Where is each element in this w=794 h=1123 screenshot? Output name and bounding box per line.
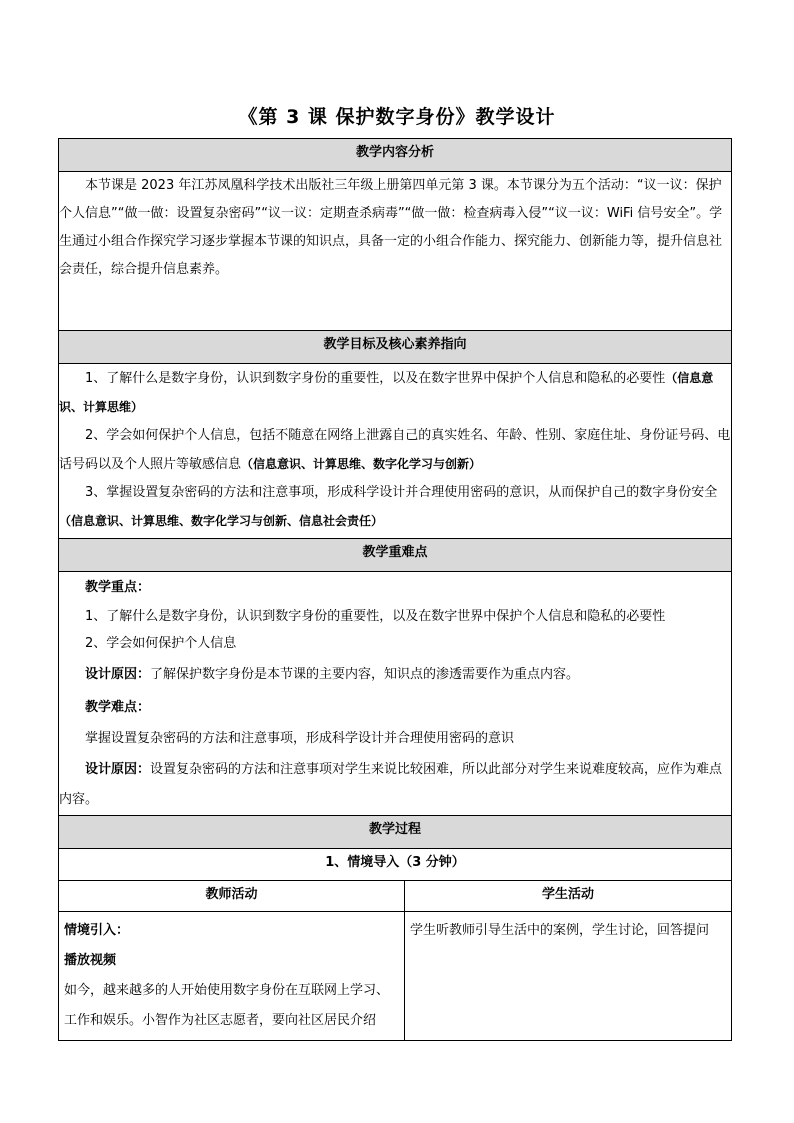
student-activity-text: 学生听教师引导生活中的案例，学生讨论，回答提问 (410, 923, 710, 938)
goal-item: 2、学会如何保护个人信息，包括不随意在网络上泄露自己的真实姓名、年龄、性别、家庭住址、身份证号码、电话号码以及个人照片等敏感信息（信息意识、计算思维、数字化学习与创新） (59, 428, 731, 472)
goal-item: 1、了解什么是数字身份，认识到数字身份的重要性，以及在数字世界中保护个人信息和隐私的必要性（信息意识、计算思维） (59, 371, 714, 414)
content-analysis-text: 本节课是 2023 年江苏凤凰科学技术出版社三年级上册第四单元第 3 课。本节课分为五个活动：“议一议：保护个人信息”“做一做：设置复杂密码”“议一议：定期查杀病毒”“做一做：检查病毒入侵”“议一议：WiFi 信号安全”。学生通过小组合作探究学习逐步掌握本节课的知识点，具备一定的小组合作能力、探究能力、创新能力等，提升信息社会责任，综合提升信息素养。 (59, 178, 723, 277)
teacher-activity-header: 教师活动 (59, 881, 405, 912)
teacher-activity-text: 如今，越来越多的人开始使用数字身份在互联网上学习、工作和娱乐。小智作为社区志愿者，要向社区居民介绍 (64, 983, 390, 1028)
teacher-label-intro: 情境引入： (64, 923, 130, 938)
goal-item: 3、掌握设置复杂密码的方法和注意事项，形成科学设计并合理使用密码的意识，从而保护自己的数字身份安全（信息意识、计算思维、数字化学习与创新、信息社会责任） (59, 485, 718, 528)
key-points-label: 教学重点： (85, 580, 151, 595)
section-heading-content-analysis: 教学内容分析 (59, 139, 732, 172)
student-activity-header: 学生活动 (405, 881, 732, 912)
teacher-activity-cell (59, 912, 405, 1041)
goals-cell (59, 364, 732, 539)
key-points-cell (59, 572, 732, 816)
difficult-reason: 设计原因：设置复杂密码的方法和注意事项对学生来说比较困难，所以此部分对学生来说难度较高，应作为难点内容。 (59, 762, 723, 807)
key-point-item: 2、学会如何保护个人信息 (85, 636, 237, 651)
difficult-point-item: 掌握设置复杂密码的方法和注意事项，形成科学设计并合理使用密码的意识 (85, 731, 515, 746)
teacher-label-video: 播放视频 (64, 953, 117, 968)
section-heading-process: 教学过程 (59, 816, 732, 849)
page-title: 《第 3 课 保护数字身份》教学设计 (238, 106, 556, 128)
content-analysis-cell (59, 172, 732, 331)
lesson-plan-table (58, 138, 732, 1041)
key-reason: 设计原因：了解保护数字身份是本节课的主要内容，知识点的渗透需要作为重点内容。 (85, 667, 580, 682)
student-activity-cell (405, 912, 732, 1041)
section-heading-goals: 教学目标及核心素养指向 (59, 331, 732, 364)
section-heading-key-points: 教学重难点 (59, 539, 732, 572)
difficult-points-label: 教学难点： (85, 700, 151, 715)
step-title: 1、情境导入（3 分钟） (59, 849, 732, 881)
key-point-item: 1、了解什么是数字身份，认识到数字身份的重要性，以及在数字世界中保护个人信息和隐私的必要性 (85, 609, 666, 624)
